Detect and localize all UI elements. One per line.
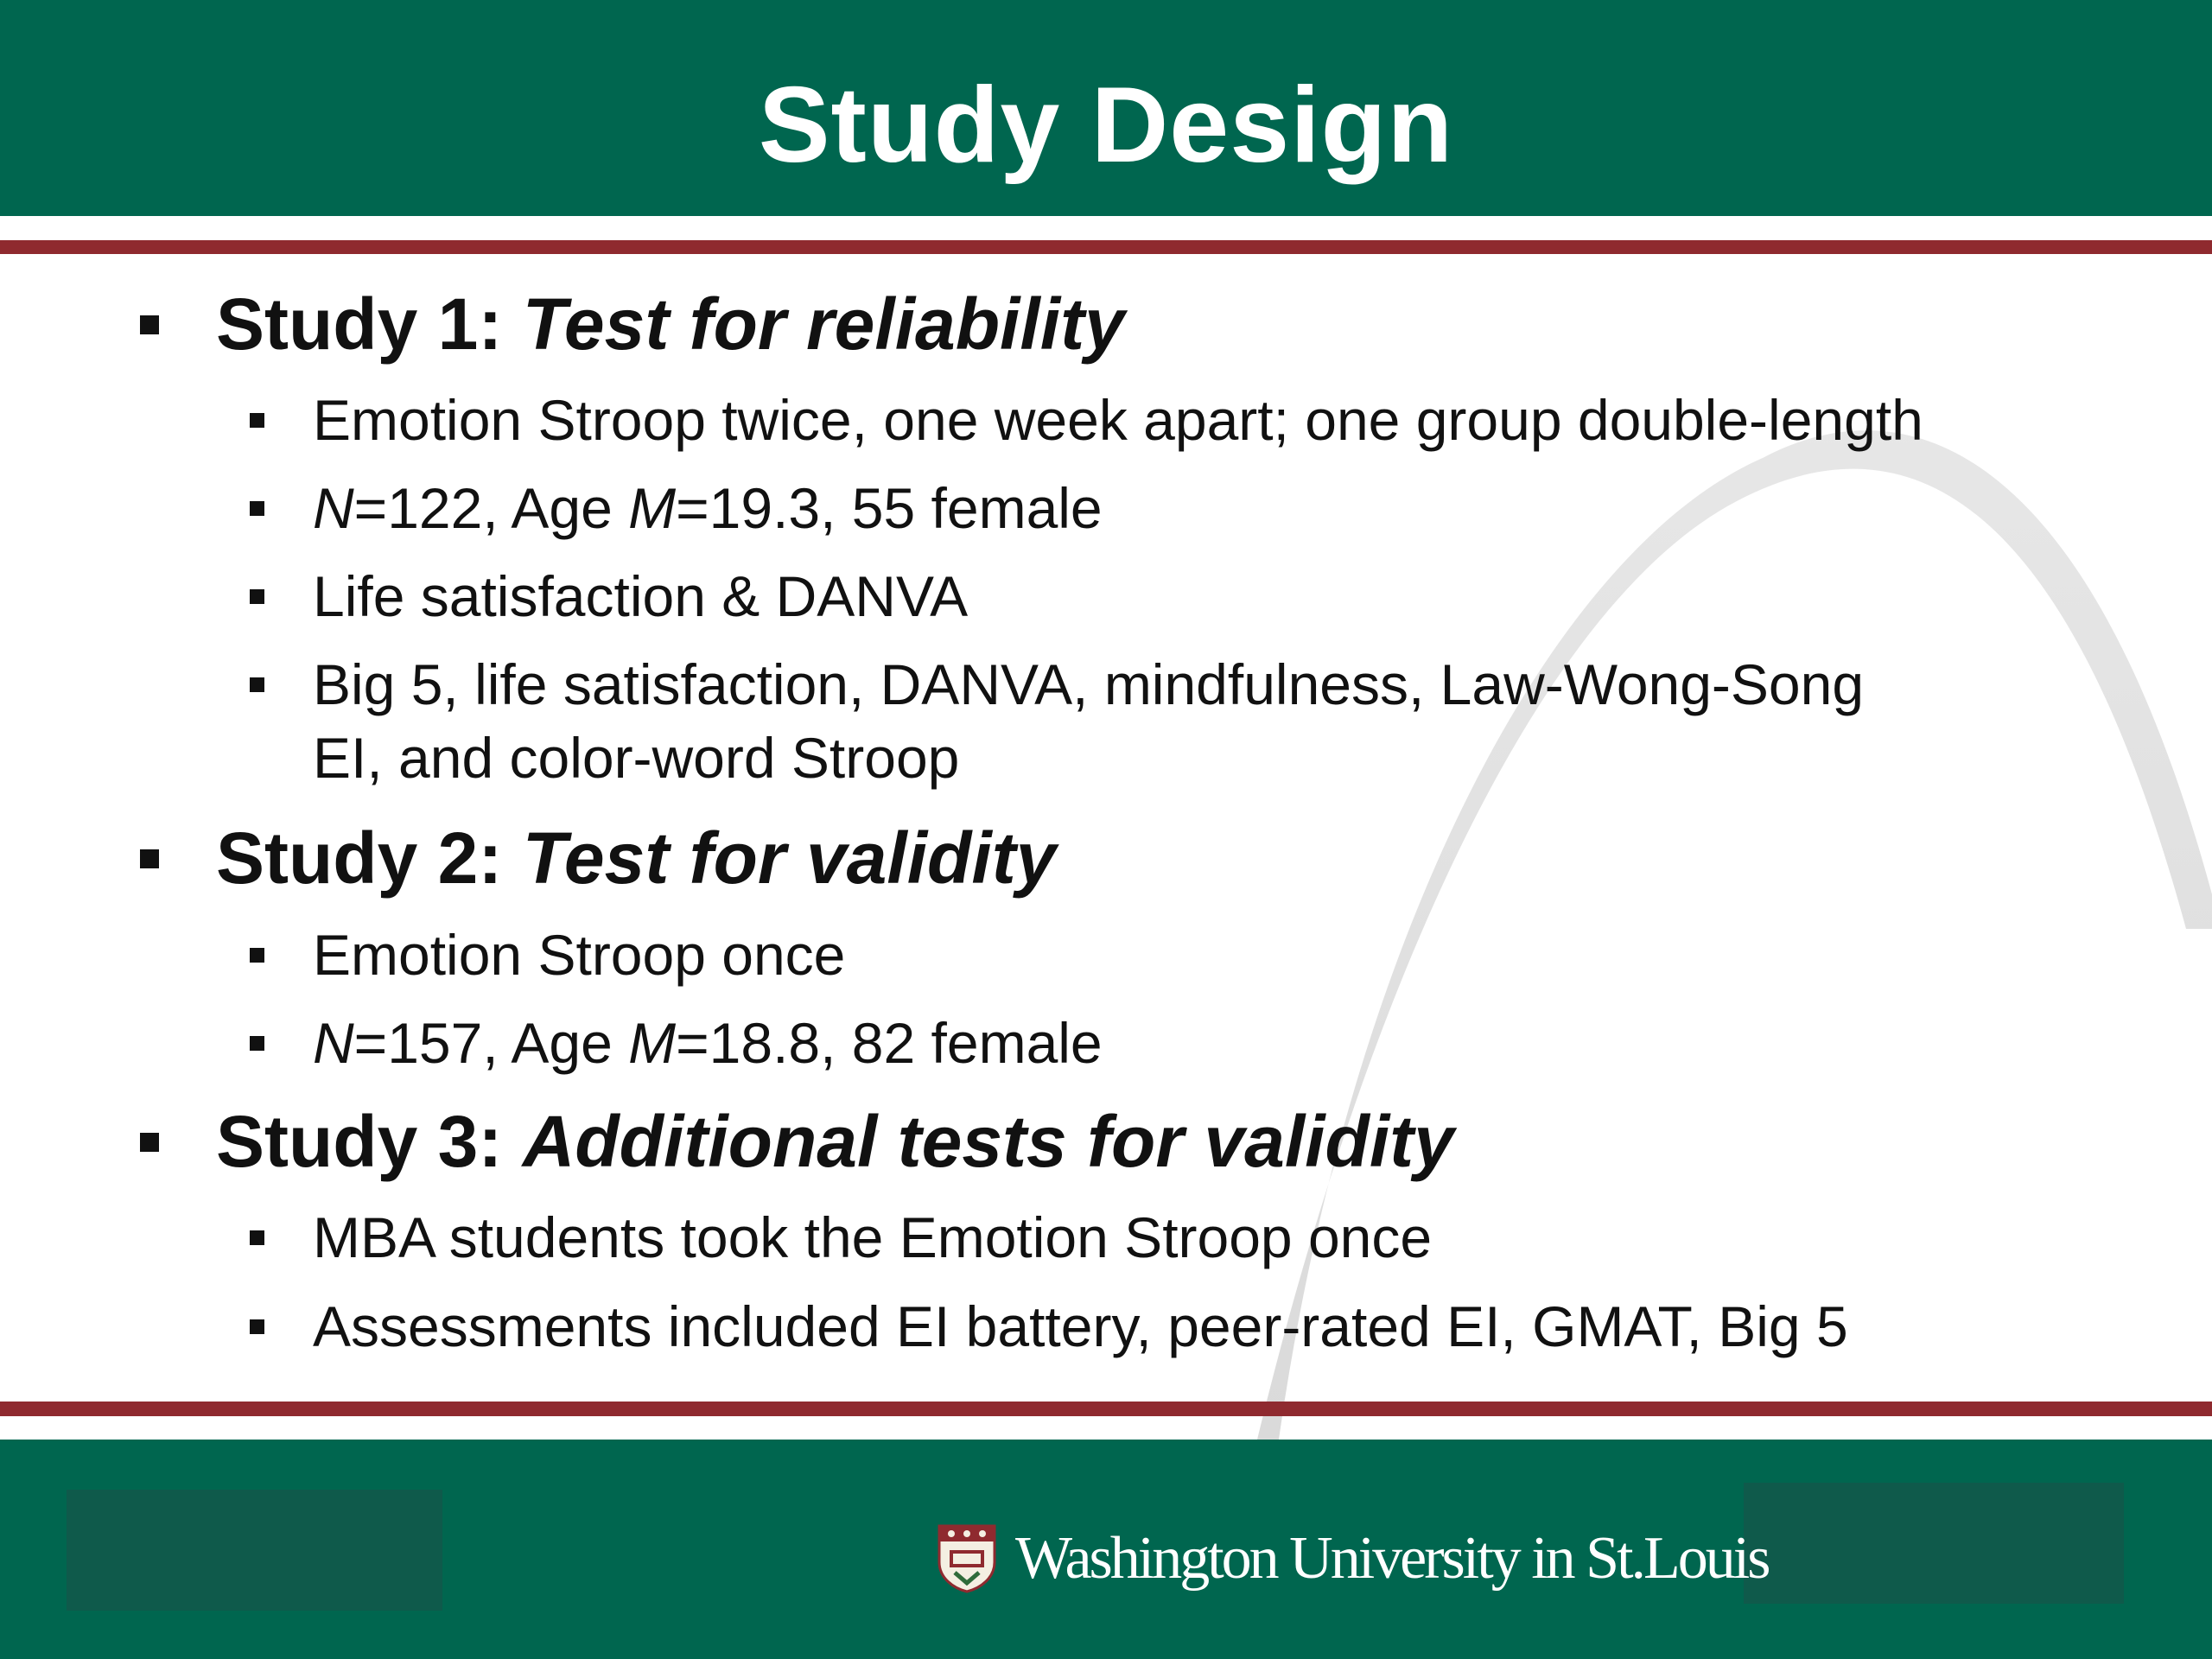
study-2-topic: Test for validity [522,817,1057,899]
study-3-heading [216,1098,1454,1185]
sub-bullet [250,589,264,604]
study-2-label: Study 2: [216,817,523,899]
n-symbol: N [313,476,354,540]
sub-bullet [250,1036,264,1051]
sub-bullet [250,1230,264,1245]
study-1-topic: Test for reliability [522,283,1125,365]
sub-bullet [250,948,264,963]
study-1-label: Study 1: [216,283,523,365]
sample-detail-text: =19.3, 55 female [676,476,1103,540]
bottom-divider [0,1402,2212,1416]
sub-bullet [250,1319,264,1334]
study-2-item-1: Emotion Stroop once [313,923,846,987]
bullet-square [140,315,159,334]
footer-bar [0,1440,2212,1659]
crest-icon [938,1524,996,1593]
mean-symbol: M [628,1011,677,1075]
study-3-item-2: Assessments included EI battery, peer-rated EI, GMAT, Big 5 [313,1294,1848,1358]
mean-symbol: M [628,476,677,540]
study-1-item-1: Emotion Stroop twice, one week apart; one group double-length [313,388,1923,452]
study-1-heading [216,281,1125,367]
study-3-topic: Additional tests for validity [522,1101,1454,1182]
study-1-item-4: Big 5, life satisfaction, DANVA, mindfulness, Law-Wong-Song [313,652,1865,716]
study-2-item-2 [313,1006,1103,1080]
sample-size-text: =157, Age [353,1011,629,1075]
study-2-heading [216,815,1056,901]
bullet-square [140,1133,159,1152]
university-logo [938,1522,1768,1595]
sub-bullet [250,677,264,692]
study-1-item-2 [313,471,1103,545]
footer-panel-right [1744,1483,2124,1604]
sample-size-text: =122, Age [353,476,629,540]
sub-bullet [250,413,264,428]
study-3-label: Study 3: [216,1101,523,1182]
study-1-item-3: Life satisfaction & DANVA [313,564,969,628]
n-symbol: N [313,1011,354,1075]
university-name: Washington University in St.Louis [1015,1525,1769,1592]
study-3-item-1: MBA students took the Emotion Stroop once [313,1205,1433,1269]
sample-detail-text: =18.8, 82 female [676,1011,1103,1075]
slide-title: Study Design [758,66,1454,185]
sub-bullet [250,501,264,516]
bullet-square [140,849,159,868]
footer-panel-left [67,1490,442,1611]
study-1-item-4-continued: EI, and color-word Stroop [313,726,960,790]
